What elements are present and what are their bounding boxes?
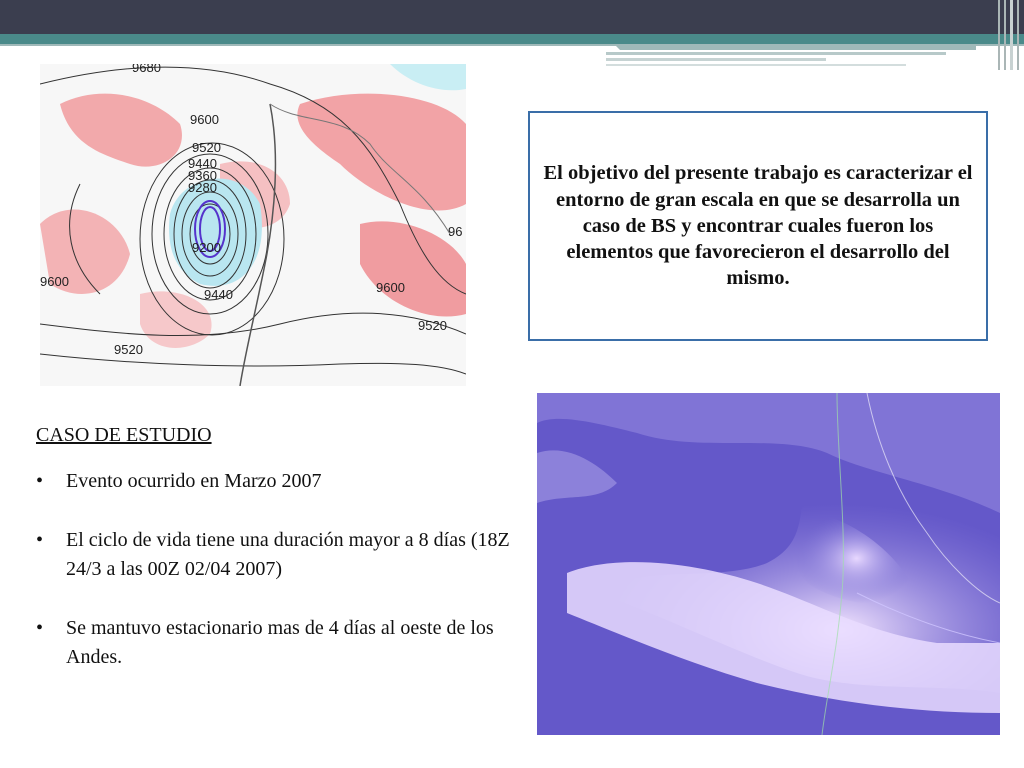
case-study-section [36, 424, 526, 702]
contour-label: 9600 [40, 274, 69, 289]
contour-label: 9360 [188, 168, 217, 183]
case-study-heading: CASO DE ESTUDIO [36, 424, 212, 446]
contour-label: 9440 [188, 156, 217, 171]
contour-label: 9280 [188, 180, 217, 195]
decorative-bars [606, 46, 976, 70]
list-item: • Evento ocurrido en Marzo 2007 [36, 467, 526, 496]
contour-label: 9200 [192, 240, 221, 255]
contour-label: 9600 [190, 112, 219, 127]
objective-text: El objetivo del presente trabajo es caracterizar el entorno de gran escala en que se desarrolla un caso de BS y encontrar cuales fueron los elementos que favorecieron el desarrollo del mismo. [543, 162, 973, 290]
list-item: • El ciclo de vida tiene una duración mayor a 8 días (18Z 24/3 a las 00Z 02/04 2007) [36, 526, 526, 584]
list-item: • Se mantuvo estacionario mas de 4 días al oeste de los Andes. [36, 614, 526, 672]
decorative-side-lines [994, 0, 1024, 70]
contour-label: 9440 [204, 287, 233, 302]
contour-label: 9600 [376, 280, 405, 295]
contour-label: 96 [448, 224, 463, 239]
contour-label: 9680 [132, 64, 161, 75]
case-study-bullets [36, 467, 526, 672]
satellite-image [537, 393, 1000, 735]
contour-label: 9520 [192, 140, 221, 155]
contour-label: 9520 [418, 318, 447, 333]
objective-box [528, 111, 988, 341]
accent-stripe [0, 34, 1024, 44]
contour-label: 9520 [114, 342, 143, 357]
synoptic-map-image [40, 64, 466, 386]
title-bar [0, 0, 1024, 34]
